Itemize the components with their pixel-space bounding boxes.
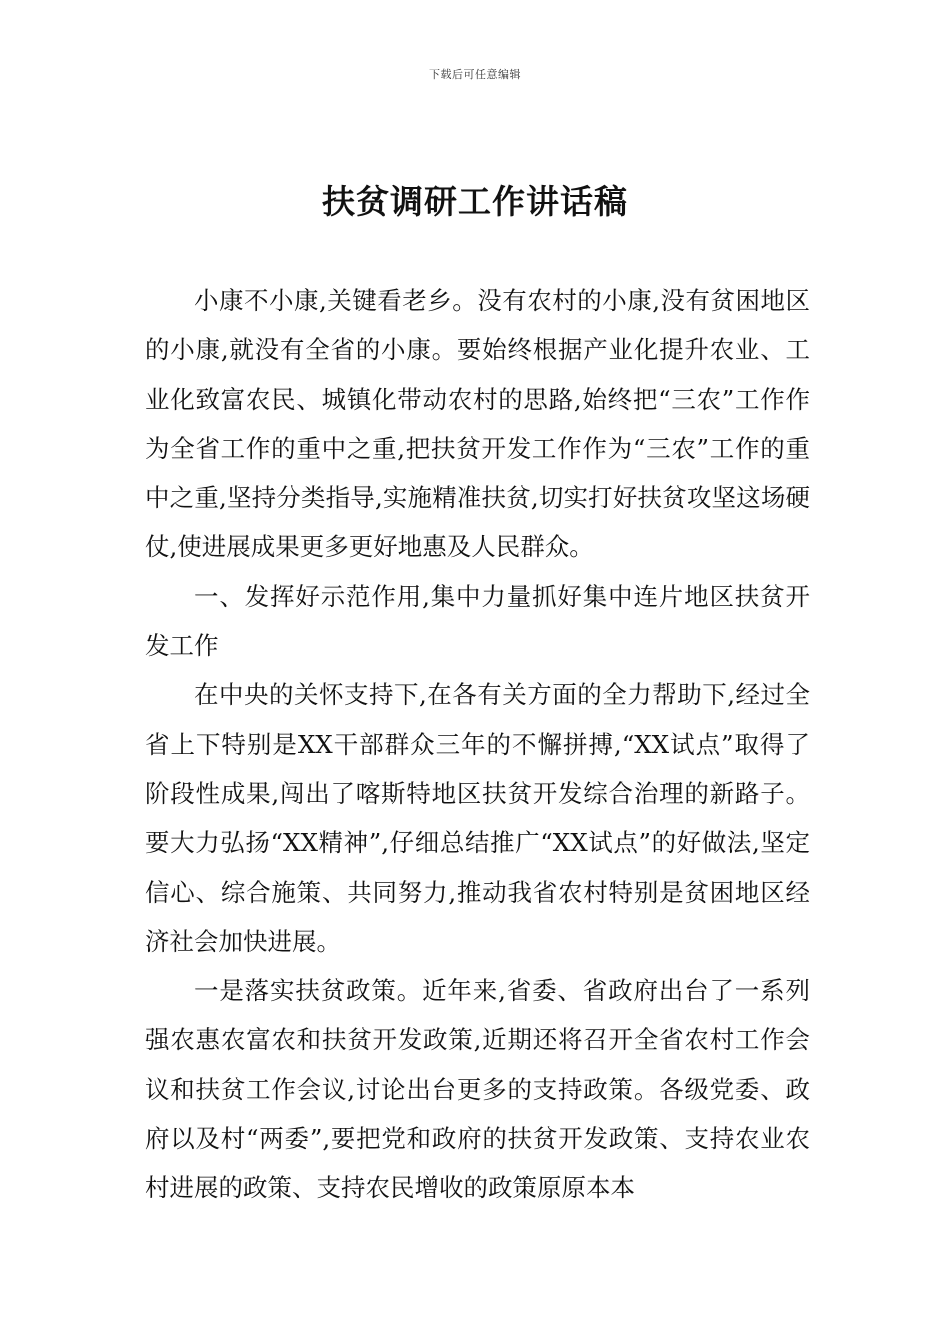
paragraph-intro: 小康不小康,关键看老乡。没有农村的小康,没有贫困地区的小康,就没有全省的小康。要始终根据产业化提升农业、工业化致富农民、城镇化带动农村的思路,始终把“三农”工作作为全省工作的重中之重,把扶贫开发工作作为“三农”工作的重中之重,坚持分类指导,实施精准扶贫,切实打好扶贫攻坚这场硬仗,使进展成果更多更好地惠及人民群众。 (145, 286, 810, 562)
paragraph-policy: 一是落实扶贫政策。近年来,省委、省政府出台了一系列强农惠农富农和扶贫开发政策,近期还将召开全省农村工作会议和扶贫工作会议,讨论出台更多的支持政策。各级党委、政府以及村“两委”,要把党和政府的扶贫开发政策、支持农业农村进展的政策、支持农民增收的政策原原本本 (145, 976, 810, 1203)
header-note: 下载后可任意编辑 (429, 68, 521, 81)
document-body (145, 276, 810, 1213)
paragraph-pilot: 在中央的关怀支持下,在各有关方面的全力帮助下,经过全省上下特别是XX干部群众三年的不懈拼搏,“XX试点”取得了阶段性成果,闯出了喀斯特地区扶贫开发综合治理的新路子。要大力弘扬“XX精神”,仔细总结推广“XX试点”的好做法,坚定信心、综合施策、共同努力,推动我省农村特别是贫困地区经济社会加快进展。 (145, 680, 810, 956)
document-title: 扶贫调研工作讲话稿 (322, 182, 628, 221)
section-heading-1: 一、发挥好示范作用,集中力量抓好集中连片地区扶贫开发工作 (145, 581, 810, 661)
